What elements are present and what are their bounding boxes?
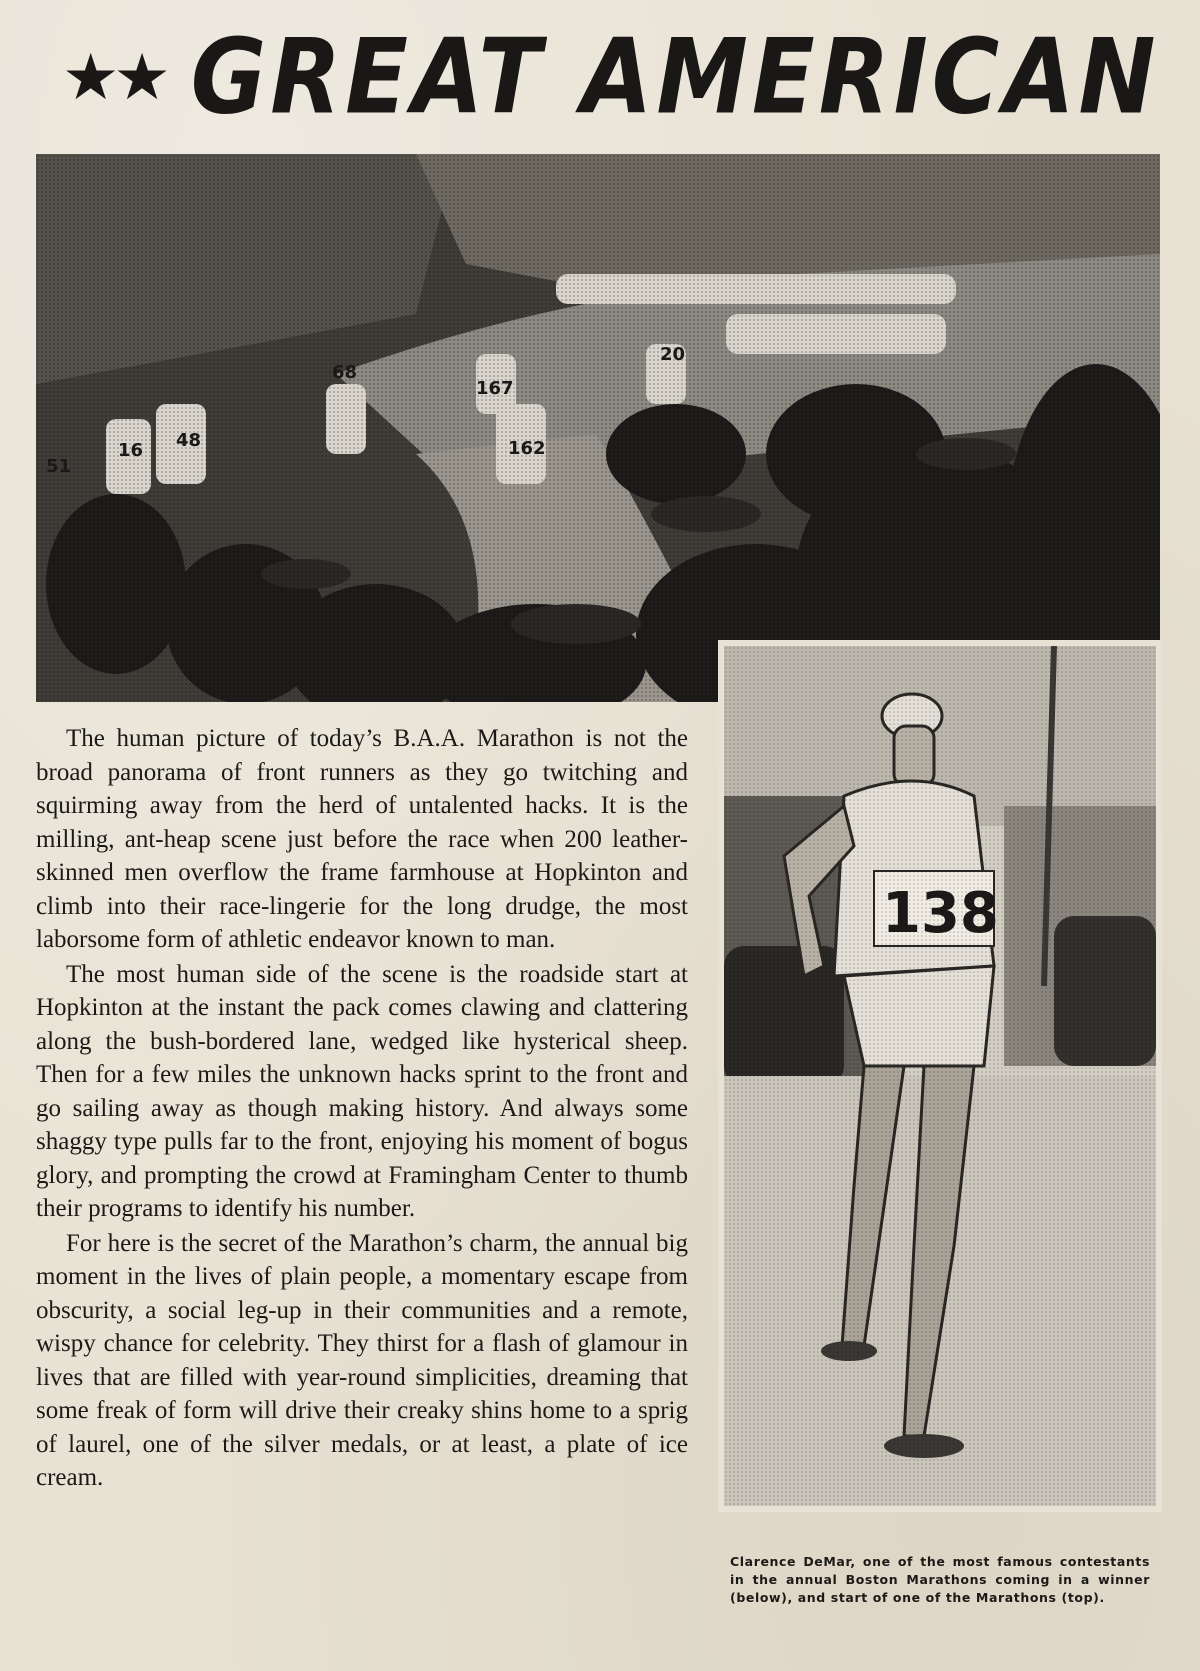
crowd-illustration <box>36 154 1160 702</box>
photo-caption: Clarence DeMar, one of the most famous contestants in the annual Boston Marathons coming in a winner (below), and start of one of the Marathons (top). <box>730 1554 1150 1605</box>
headline-title: GREAT AMERICAN <box>190 17 1160 138</box>
star-icons: ★★ <box>62 41 165 115</box>
article-body <box>36 722 688 1496</box>
article-paragraph-2: The most human side of the scene is the roadside start at Hopkinton at the instant the pack comes clawing and clattering along the bush-bordered lane, wedged like hysterical sheep. Then for a few miles the unknown hacks sprint to the front and go sailing away as though making history. And always some shaggy type pulls far to the front, enjoying his moment of bogus glory, and prompting the crowd at Framingham Center to thumb their programs to identify his number. <box>36 960 688 1222</box>
article-paragraph-3: For here is the secret of the Marathon’s charm, the annual big moment in the lives of plain people, a momentary escape from obscurity, a social leg-up in their communities and a remote, wispy chance for celebrity. They thirst for a flash of glamour in lives that are filled with year-round simplicities, dreaming that some freak of form will drive their creaky shins home to a sprig of laurel, one of the silver medals, or at least, a plate of ice cream. <box>36 1229 688 1491</box>
headline <box>62 18 1172 138</box>
clarence-demar-photo <box>718 640 1162 1512</box>
runner-illustration <box>724 646 1156 1506</box>
article-paragraph-1: The human picture of today’s B.A.A. Marathon is not the broad panorama of front runners as they go twitching and squirming away from the herd of untalented hacks. It is the milling, ant-heap scene just before the race when 200 leather-skinned men overflow the frame farmhouse at Hopkinton and climb into their race-lingerie for the long drudge, the most laborsome form of athletic endeavor known to man. <box>36 725 688 953</box>
marathon-start-photo <box>36 154 1160 702</box>
